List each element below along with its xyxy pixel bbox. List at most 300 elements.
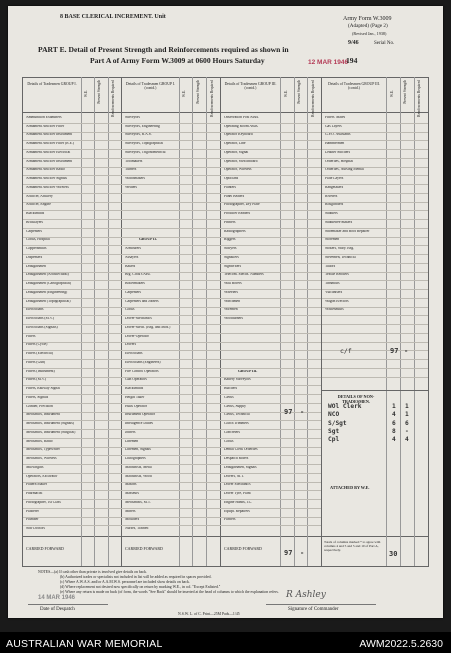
trade-row-label: Driver Mechanics: [224, 483, 251, 487]
non-tradesman-we: 8: [392, 427, 396, 435]
trade-row-label: Fitters (Cycle): [26, 343, 48, 347]
archive-reference: AWM2022.5.2630: [359, 638, 443, 650]
trade-row-label: Driver-Mech. (Eng. and Mod.): [125, 325, 171, 329]
row-rule: [23, 254, 321, 255]
trade-row-label: Operating Room Assts.: [224, 124, 259, 128]
trade-row-label: Linemen: [125, 439, 139, 443]
trade-row-label: Clerks: [224, 395, 234, 399]
trade-row-label: Artificer, Artillery: [26, 194, 53, 198]
trades-header-group3-contd-2: Details of Tradesmen GROUP III. (contd.): [328, 82, 380, 91]
row-rule: [23, 420, 321, 421]
trade-row-label: Armament Artificer Signals: [26, 177, 67, 181]
non-tradesman-we: 4: [392, 436, 396, 444]
trade-row-label: Wiremen: [224, 308, 238, 312]
trade-row-label: Carpenters and Joiners: [125, 299, 159, 303]
trade-row-label: Plate Layers: [325, 177, 344, 181]
header-we: W.E.: [84, 90, 88, 98]
trade-row-label: Surveyors, Topographical: [125, 142, 163, 146]
row-rule: [23, 508, 321, 509]
trade-row-label: Fitters (Gun): [26, 360, 46, 364]
row-rule: [23, 272, 321, 273]
trade-row-label: Electricians (Signals): [26, 325, 58, 329]
non-tradesman-rank: Cpl: [328, 436, 340, 444]
trade-row-label: Fire Control Operators: [125, 369, 159, 373]
trade-row-label: Intelligence Duties: [125, 422, 153, 426]
row-rule: [322, 368, 428, 369]
form-revised: (Revised Jan., 1938): [352, 31, 387, 36]
carried-forward-col1: CARRIED FORWARD: [26, 546, 64, 551]
trade-row-label: Nurses, Trained: [125, 527, 149, 531]
trade-row-label: Electricians (M.V.): [26, 317, 55, 321]
row-rule: [322, 202, 428, 203]
row-rule: [23, 167, 321, 168]
row-rule: [322, 254, 428, 255]
trade-row-label: Printers: [224, 220, 236, 224]
trade-row-label: Cooks: [224, 439, 234, 443]
trade-row-label: Mechanics, Wireless: [26, 457, 57, 461]
trade-row-label: Fitters, Railway Signal: [26, 387, 60, 391]
trade-row-label: Armourers: [125, 247, 141, 251]
trade-row-label: Armament Artificer Instrument: [26, 159, 73, 163]
trade-row-label: Concreters: [224, 430, 240, 434]
row-rule: [322, 333, 428, 334]
row-rule: [322, 315, 428, 316]
trade-row-label: Photographer, Dry Plate: [224, 203, 260, 207]
trade-row-label: Miners: [125, 509, 136, 513]
trade-row-label: Mechanics, Instrument: [26, 413, 60, 417]
row-rule: [23, 315, 321, 316]
trade-row-label: Dental Clerk Orderlies: [224, 448, 258, 452]
trade-row-label: Equipt. Repairers: [224, 509, 250, 513]
non-tradesman-rank: NCO: [328, 411, 340, 419]
carried-forward-dash: -: [404, 347, 409, 355]
form-id: Army Form W.3009: [343, 16, 392, 22]
trade-row-label: Operators, Excavator: [26, 474, 58, 478]
non-tradesman-we: 4: [392, 411, 396, 419]
trades-header-group3-contd: Details of Tradesmen GROUP III. (contd.): [224, 82, 277, 91]
row-rule: [23, 429, 321, 430]
trade-row-label: Farriers: [224, 518, 236, 522]
row-rule: [322, 307, 428, 308]
non-tradesman-we: 1: [392, 403, 396, 410]
date-stamp: 12 MAR 1946: [308, 59, 349, 66]
trade-row-label: Leather Stitchers: [325, 150, 351, 154]
trade-row-label: Grinder, Precision: [26, 404, 53, 408]
row-rule: [322, 184, 428, 185]
form-adapted: (Adapted) (Page 2): [348, 23, 388, 29]
row-rule: [23, 447, 321, 448]
trade-row-label: Drivers, M.T.: [224, 474, 245, 478]
trade-row-label: Driver-Operator: [125, 334, 149, 338]
row-rule: [23, 219, 321, 220]
trade-row-label: Watchmakers: [125, 177, 145, 181]
trade-row-label: Welders: [125, 185, 137, 189]
trade-row-label: Millwrights: [26, 465, 44, 469]
trade-row-label: Joiners: [125, 430, 136, 434]
carried-forward-value: 97: [390, 347, 399, 355]
trade-row-label: GROUP III.: [238, 369, 258, 373]
row-rule: [23, 412, 321, 413]
serial-number: 9/46: [348, 40, 359, 46]
trade-row-label: Mechanics, Typewriter: [26, 448, 60, 452]
row-rule: [322, 263, 428, 264]
row-rule: [23, 438, 321, 439]
signature-scrawl: R Ashley: [286, 590, 326, 600]
row-rule: [322, 132, 428, 133]
row-rule: [23, 403, 321, 404]
trade-row-label: Mechanics, Instrument (Surgical): [26, 430, 76, 434]
trade-row-label: Cooks, Hospital: [26, 238, 50, 242]
commander-signature-label: Signature of Commander: [288, 607, 339, 612]
trade-row-label: Operator, Switchboard: [224, 159, 258, 163]
header-required: Reinforcements Required: [311, 80, 315, 117]
row-rule: [322, 245, 428, 246]
printer-imprint: N.S.W. L. of C. Print—25M Pads—1/45: [178, 612, 240, 616]
trade-row-label: Despatch Riders: [224, 457, 249, 461]
carried-forward-col2: CARRIED FORWARD: [125, 546, 163, 551]
clerks-dash: -: [300, 408, 305, 416]
trade-row-label: Mechanists, M.T.: [125, 500, 151, 504]
archive-caption-bar: [0, 632, 451, 653]
row-rule: [23, 482, 321, 483]
row-rule: [322, 219, 428, 220]
trade-row-label: Electricians (Engineers): [125, 360, 161, 364]
trade-row-label: Draughtsmen (Cartographical): [26, 282, 72, 286]
row-rule: [23, 473, 321, 474]
note-b: (b) Authorized trades or specialists not included in list will be added as required in spaces provided.: [60, 575, 212, 579]
trade-row-label: Wall Borers: [224, 282, 242, 286]
trade-row-label: G.P.O. Assistants: [325, 133, 351, 137]
row-rule: [23, 237, 321, 238]
trade-row-label: Machinists, Wood: [125, 474, 152, 478]
trade-row-label: Fitters (Electrical): [26, 352, 53, 356]
non-tradesman-rank: Sgt: [328, 427, 340, 435]
trade-row-label: Engine Hands, I.C.: [224, 500, 253, 504]
trade-row-label: Moulders: [125, 518, 140, 522]
row-rule: [322, 350, 428, 351]
non-tradesman-we: 6: [392, 419, 396, 427]
row-rule: [322, 289, 428, 290]
row-rule: [322, 377, 428, 378]
row-rule: [23, 280, 321, 281]
trade-row-label: Blacksmiths: [125, 387, 144, 391]
row-rule: [23, 342, 321, 343]
header-present: Present Strength: [196, 80, 200, 104]
header-we: W.E.: [390, 90, 394, 98]
trade-row-label: Gun Operators: [125, 378, 147, 382]
trade-row-label: Winchmen: [224, 299, 241, 303]
trade-row-label: Operator, Wireless: [224, 168, 252, 172]
trade-row-label: Orderlies, Nursing Mental: [325, 168, 364, 172]
trade-row-label: Height Taker: [125, 395, 145, 399]
trade-row-label: Draughtsmen (Architectural): [26, 273, 69, 277]
row-rule: [23, 324, 321, 325]
form-page: [8, 6, 443, 618]
trade-row-label: Signwriters: [224, 264, 242, 268]
trade-row-label: Operator, Line: [224, 142, 246, 146]
header-required: Reinforcements Required: [417, 80, 421, 117]
trade-row-label: Clerks, Supply: [224, 404, 246, 408]
trade-row-label: Riggers: [224, 238, 236, 242]
row-rule: [23, 193, 321, 194]
trade-row-label: Battery Surveyors: [224, 378, 251, 382]
trade-row-label: Driver Tyre, Plant: [224, 492, 251, 496]
row-rule: [322, 280, 428, 281]
trade-row-label: Clerks, Technical: [224, 413, 250, 417]
trade-row-label: Draughtsmen, Signals: [224, 465, 257, 469]
trade-row-label: Turners: [125, 168, 137, 172]
trade-row-label: Masons: [125, 483, 137, 487]
carried-forward-col3: CARRIED FORWARD: [224, 546, 262, 551]
trade-row-label: Armament Artificer Fitter (R.E.): [26, 142, 75, 146]
row-rule: [322, 123, 428, 124]
trades-header-group1: Details of Tradesmen GROUP I.: [27, 82, 77, 86]
trade-row-label: Armament Artificer Radio: [26, 168, 65, 172]
header-present: Present Strength: [297, 80, 301, 104]
non-tradesman-present: 4: [405, 436, 409, 444]
trade-row-label: Plumber: [26, 518, 39, 522]
row-rule: [23, 210, 321, 211]
row-rule: [23, 394, 321, 395]
row-rule: [23, 245, 321, 246]
row-rule: [23, 350, 321, 351]
row-rule: [23, 333, 321, 334]
trade-row-label: Vulcanisers: [325, 290, 343, 294]
row-rule: [322, 342, 428, 343]
row-rule: [23, 228, 321, 229]
trade-row-label: Sawyers: [224, 247, 237, 251]
trade-row-label: Armament Artificer Fitter: [26, 124, 65, 128]
trade-row-label: Photographer, 1st Class: [26, 500, 61, 504]
trade-row-label: Surveyors, Trigonometrical: [125, 150, 166, 154]
trade-row-label: Hulls Operator: [125, 404, 148, 408]
row-rule: [23, 158, 321, 159]
trade-row-label: Roughriders: [325, 203, 344, 207]
trade-row-label: Dispensers: [26, 255, 43, 259]
trade-row-label: Tailors: [325, 264, 336, 268]
trade-row-label: Saw Doctors: [26, 527, 45, 531]
despatch-date-label: Date of Despatch: [40, 607, 75, 612]
row-rule: [322, 175, 428, 176]
grand-total: 30: [389, 550, 398, 558]
row-rule: [23, 455, 321, 456]
trade-row-label: Wagon Erectors: [325, 299, 349, 303]
serial-label: Serial No.: [374, 41, 395, 46]
row-rule: [23, 149, 321, 150]
row-rule: [322, 193, 428, 194]
trade-row-label: Orderlies, Hospital: [325, 159, 354, 163]
clerks-we-value: 97: [284, 408, 293, 416]
row-rule: [322, 359, 428, 360]
despatch-date-stamp: 14 MAR 1946: [38, 595, 76, 601]
trade-row-label: Wheelers: [224, 290, 238, 294]
trade-row-label: Bakers: [125, 264, 136, 268]
trade-row-label: Textile Refitters: [325, 273, 349, 277]
row-rule: [23, 175, 321, 176]
row-rule: [23, 123, 321, 124]
row-rule: [322, 167, 428, 168]
trade-row-label: Brg. Cook's Asst.: [125, 273, 151, 277]
trade-row-label: GROUP II.: [139, 238, 157, 242]
row-rule: [23, 490, 321, 491]
trade-row-label: Blacksmiths: [26, 212, 45, 216]
trade-row-label: Observation Post Assts.: [224, 115, 259, 119]
trade-row-label: Machinists, Metal: [125, 465, 152, 469]
header-present: Present Strength: [97, 80, 101, 104]
trade-row-label: Saddletree makers: [325, 220, 353, 224]
note-c: (c) Where A.W.A.S. and/or A.A.M.W.S. personnel are included show details on back.: [60, 580, 190, 584]
trade-row-label: Draughtsmen (Engineering): [26, 290, 68, 294]
trade-row-label: Carpenters: [125, 290, 141, 294]
trade-row-label: Electricians: [26, 308, 44, 312]
trade-row-label: Surveyors, R.A.S.: [125, 133, 152, 137]
trade-row-label: Toolmakers: [125, 159, 143, 163]
row-rule: [23, 289, 321, 290]
trade-row-label: Operator, Signal: [224, 150, 249, 154]
trade-row-label: Hammermen: [325, 142, 345, 146]
trade-row-label: Fitters' Mates: [325, 115, 346, 119]
row-rule: [23, 368, 321, 369]
unit-line: 8 BASE CLERICAL INCREMENT. Unit: [60, 14, 166, 20]
row-rule: [23, 499, 321, 500]
trade-row-label: Stokers, Stary. Eng.: [325, 247, 355, 251]
trade-row-label: Opticians: [224, 177, 239, 181]
header-required: Reinforcements Required: [111, 80, 115, 117]
trade-row-label: Driver-Mechanics: [125, 317, 152, 321]
row-rule: [322, 158, 428, 159]
row-rule: [23, 517, 321, 518]
trade-row-label: Surveyors, Engineering: [125, 124, 160, 128]
row-rule: [23, 377, 321, 378]
note-a: NOTES—(a) If cash other than private is involved give details on back.: [38, 570, 148, 574]
totals-note: Totals of columns marked * to agree with columns 4 and 5 and 5 and 10 of Part A, respectively.: [324, 540, 381, 552]
trade-row-label: Masseurs: [125, 492, 139, 496]
trade-row-label: Lithographers: [125, 457, 146, 461]
row-rule: [322, 210, 428, 211]
trade-row-label: Boilermakers: [125, 282, 145, 286]
attached-by-we: ATTACHED BY W.E.: [330, 485, 370, 490]
non-tradesman-rank: WOl Clerk: [328, 403, 362, 410]
trade-row-label: Woodturners: [224, 317, 243, 321]
trade-row-label: Gas Layers: [325, 124, 342, 128]
form-title-line-1: PART E. Detail of Present Strength and Reinforcements required as shown in: [38, 45, 289, 54]
trade-row-label: Pattern Maker: [26, 483, 47, 487]
row-rule: [23, 525, 321, 526]
row-rule: [23, 140, 321, 141]
row-rule: [23, 263, 321, 264]
trade-row-label: Draughtsmen (Topographical): [26, 299, 71, 303]
trade-row-label: Fitters: [26, 334, 36, 338]
header-we: W.E.: [182, 90, 186, 98]
trade-row-label: Drivers: [125, 343, 137, 347]
carried-total-dash: -: [300, 549, 305, 557]
form-title-line-2: Part A of Army Form W.3009 at 0600 Hours Saturday: [90, 56, 265, 65]
row-rule: [23, 184, 321, 185]
row-rule: [23, 359, 321, 360]
note-d: (d) Where replacement not desired now specifically on return by marking W.E., in col. "Except Enlisted.": [60, 585, 221, 589]
trade-row-label: Instrument Operator: [125, 413, 156, 417]
trade-row-label: Rangetakers: [325, 185, 344, 189]
header-required: Reinforcements Required: [210, 80, 214, 117]
trade-row-label: Saddlers: [325, 212, 338, 216]
trades-header-group1-contd: Details of Tradesmen GROUP I. (contd.): [125, 82, 176, 91]
carried-total-we: 97: [284, 549, 293, 557]
row-rule: [23, 132, 321, 133]
trade-row-label: Fitters, Signals: [26, 395, 49, 399]
trade-row-label: Armament Artificer Electrical: [26, 150, 71, 154]
trade-row-label: Assayers: [125, 255, 139, 259]
row-rule: [322, 149, 428, 150]
trade-row-label: Carpenters: [26, 229, 42, 233]
trade-row-label: Artificer, Engine: [26, 203, 51, 207]
trade-row-label: Coppersmiths: [26, 247, 47, 251]
trade-row-label: Signallers: [224, 255, 239, 259]
trade-row-label: Armament Artificer Wireless: [26, 185, 69, 189]
trade-row-label: Tinsmiths: [325, 282, 340, 286]
row-rule: [322, 298, 428, 299]
non-tradesman-present: 1: [405, 411, 409, 419]
institution-name: AUSTRALIAN WAR MEMORIAL: [6, 638, 163, 650]
trade-row-label: Plasterer: [26, 509, 39, 513]
carried-forward-label: c/f: [340, 347, 352, 355]
trade-row-label: Ammunition Examiners: [26, 115, 62, 119]
trade-row-label: Painters: [224, 185, 236, 189]
trade-row-label: Radiographers: [224, 229, 246, 233]
row-rule: [322, 272, 428, 273]
trade-row-label: Shoemaker and Boot Repairer: [325, 229, 370, 233]
trade-row-label: Bricklayers: [26, 220, 43, 224]
trade-row-label: Fitters (M.V.): [26, 378, 47, 382]
trade-row-label: Producer Readers: [224, 212, 251, 216]
header-we: W.E.: [284, 90, 288, 98]
year-field: 194: [346, 56, 358, 65]
row-rule: [23, 307, 321, 308]
trade-row-label: Butchers: [224, 387, 238, 391]
header-present: Present Strength: [403, 80, 407, 104]
note-e: (e) Where any return is made on back (of form, the words "See Back" should be inserted at the head of columns to which the explanation refers.: [60, 590, 279, 594]
trade-row-label: Coach Trimmers: [224, 422, 249, 426]
trade-row-label: Fitters (Instrument): [26, 369, 55, 373]
trade-row-label: Cooks: [125, 308, 135, 312]
non-tradesman-present: 1: [405, 403, 409, 410]
row-rule: [23, 464, 321, 465]
trade-row-label: Surveyors: [125, 115, 140, 119]
trade-row-label: Storemen: [325, 238, 340, 242]
row-rule: [322, 237, 428, 238]
row-rule: [23, 298, 321, 299]
trade-row-label: Armament Artificer Instrument: [26, 133, 73, 137]
row-rule: [322, 140, 428, 141]
trade-row-label: Draughtsmen: [26, 264, 46, 268]
row-rule: [23, 385, 321, 386]
non-tradesman-present: 6: [405, 419, 409, 427]
row-rule: [322, 324, 428, 325]
trade-row-label: Telecom. Mechs. Numbers: [224, 273, 264, 277]
trade-row-label: Stevemen, Technical: [325, 255, 356, 259]
row-rule: [322, 228, 428, 229]
non-tradesman-present: -: [405, 427, 409, 435]
non-tradesman-rank: S/Sgt: [328, 419, 347, 427]
trade-row-label: Panel Beaters: [224, 194, 245, 198]
non-tradesmen-heading: DETAILS OF NON-TRADESMEN.: [337, 394, 375, 405]
trade-row-label: Mechanics, Instrument (Signals): [26, 422, 75, 426]
trade-row-label: Operator Keyboard: [224, 133, 253, 137]
trade-row-label: Riveters: [325, 194, 338, 198]
trade-row-label: Linemen, Signals: [125, 448, 151, 452]
trade-row-label: Pharmacist: [26, 492, 43, 496]
trade-row-label: Electricians: [125, 352, 143, 356]
row-rule: [23, 202, 321, 203]
